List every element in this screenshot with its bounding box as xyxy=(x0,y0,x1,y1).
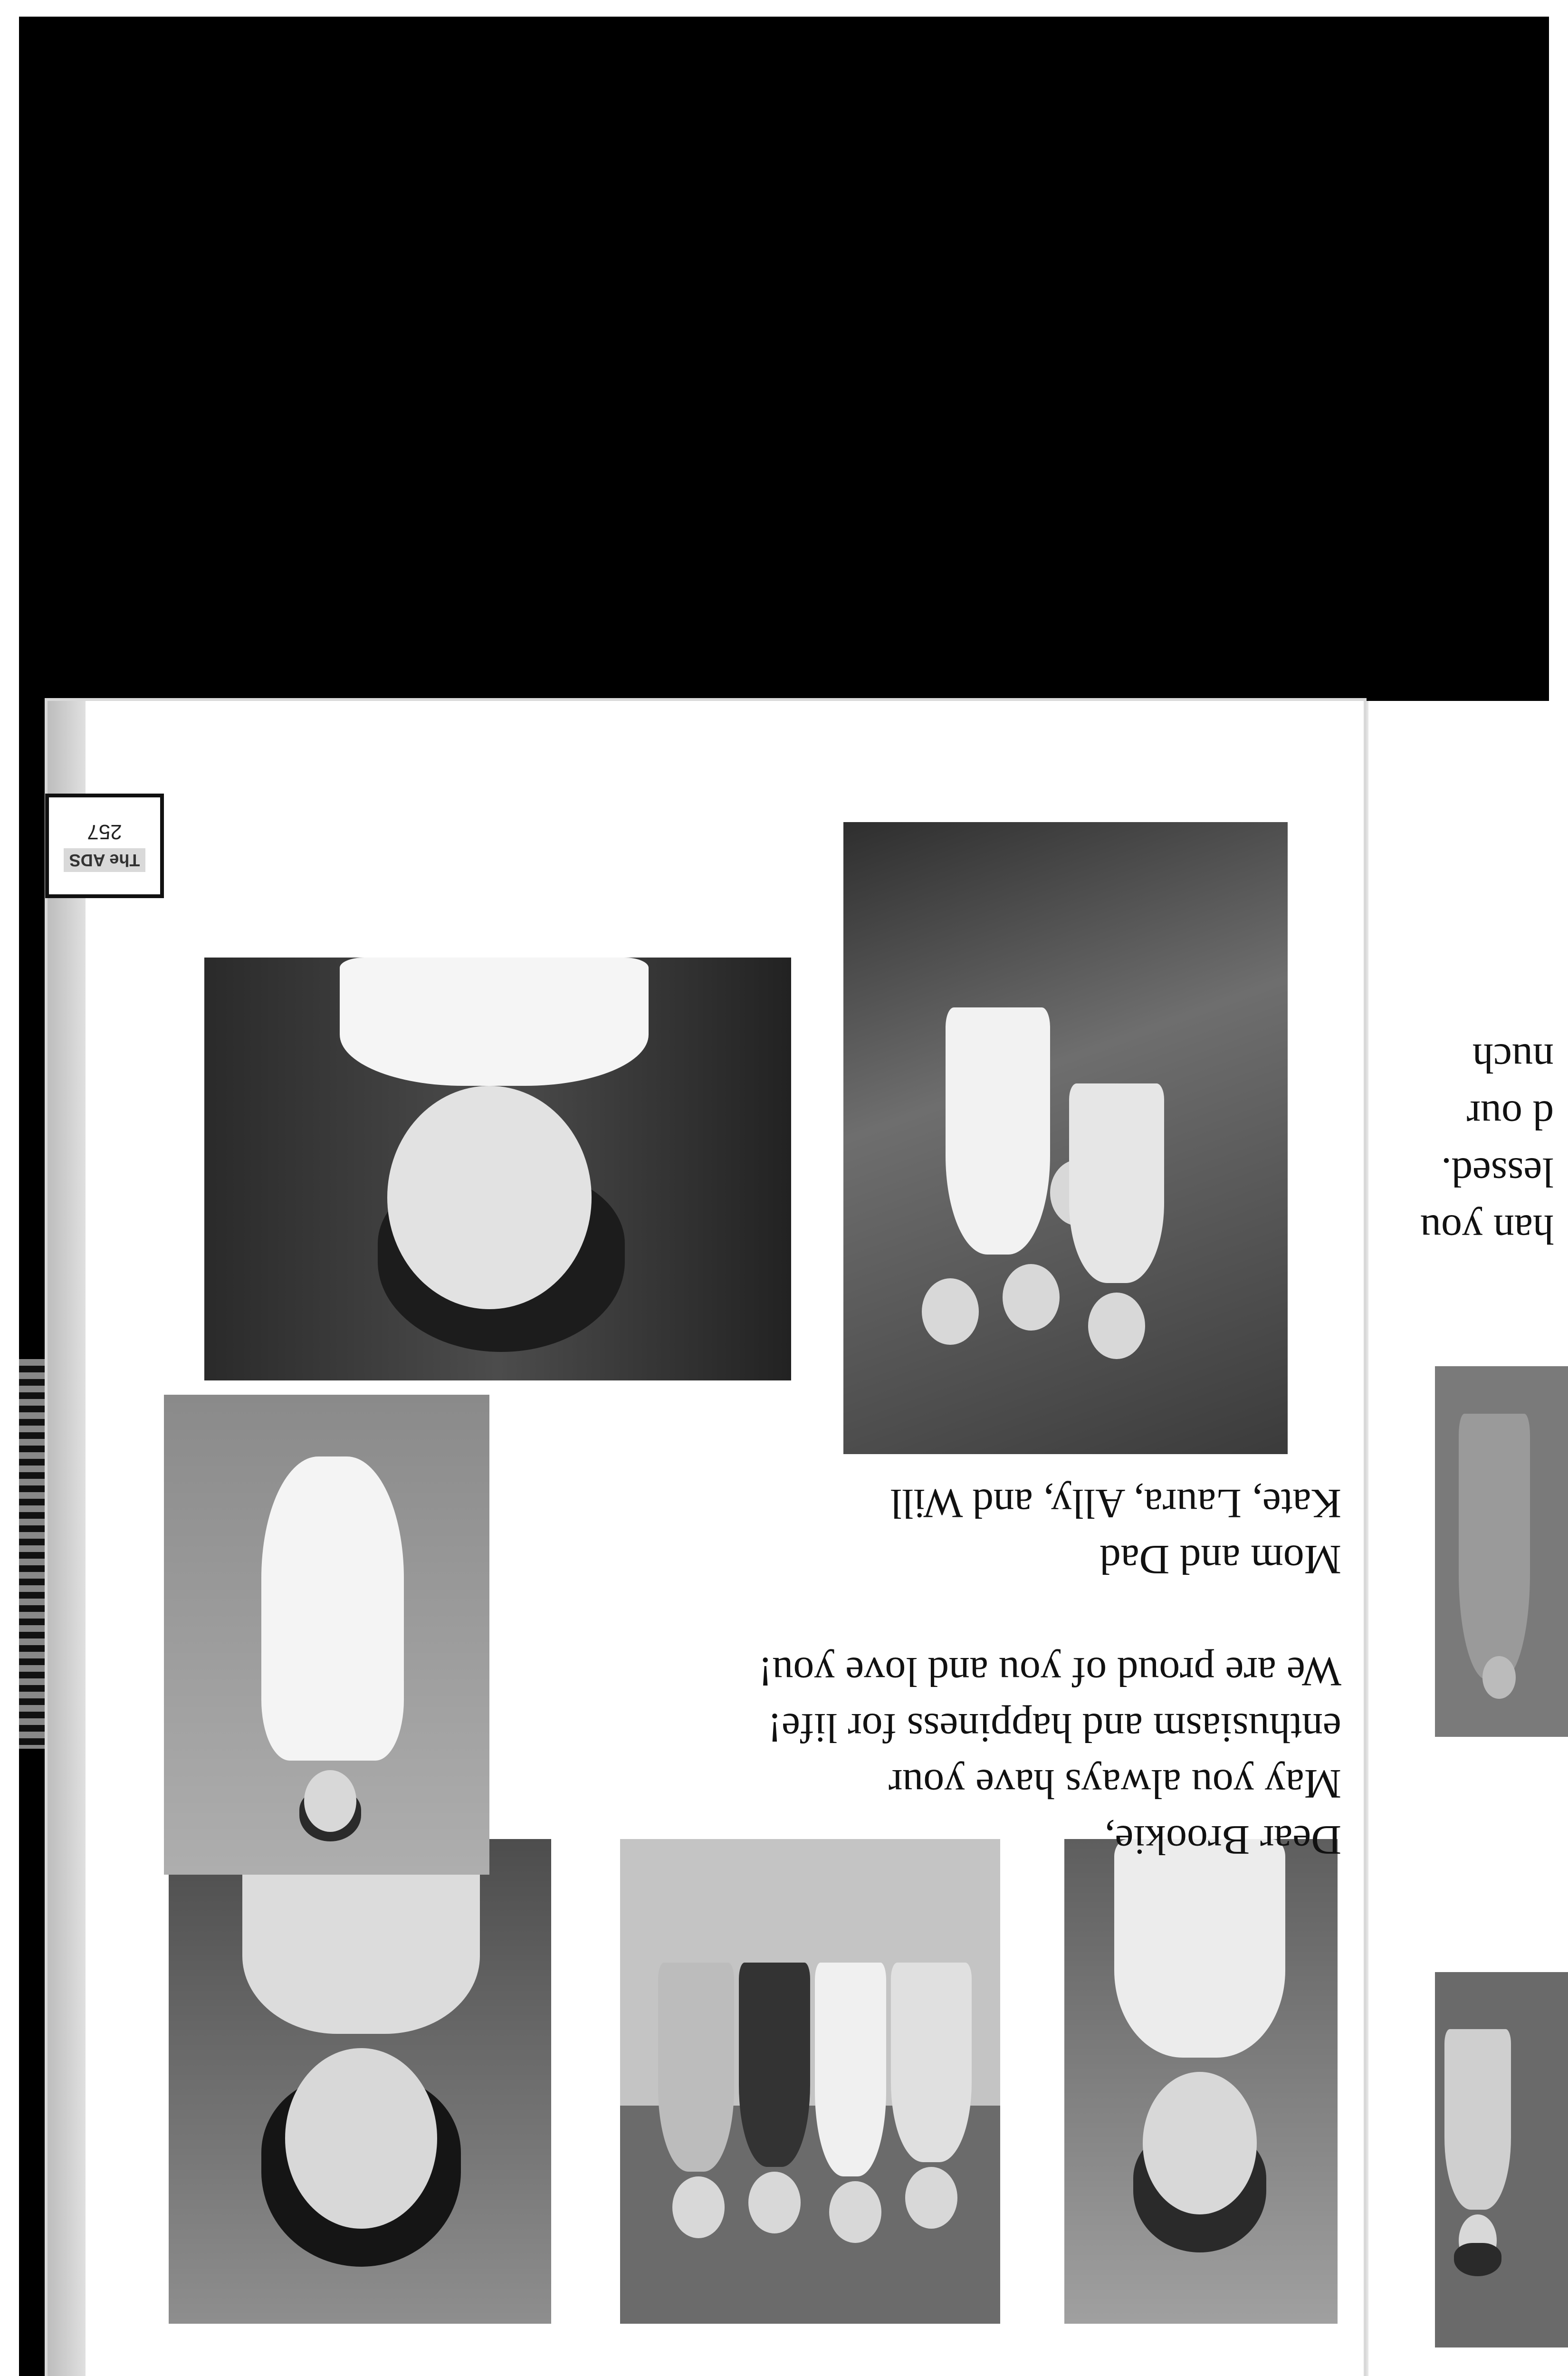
letter-block xyxy=(676,1475,1341,1868)
facing-photo-middle xyxy=(1435,1366,1568,1737)
photo-portrait-girl-smiling xyxy=(1064,1839,1338,2324)
facing-page xyxy=(1367,701,1568,2376)
photo-portrait-girl-dark-hair xyxy=(169,1839,551,2324)
letter-line-1: May you always have your xyxy=(888,1761,1341,1807)
letter-signoff-1: Mom and Dad xyxy=(1100,1536,1341,1582)
facing-text-2: lessed. xyxy=(1441,1149,1554,1195)
page-number-badge xyxy=(45,794,164,898)
yearbook-logo: The ADS xyxy=(64,848,146,872)
facing-text-4: nuch xyxy=(1472,1035,1554,1081)
photo-toddler-closeup xyxy=(204,958,791,1380)
facing-text-1: han you xyxy=(1420,1206,1554,1252)
facing-photo-top xyxy=(1435,1972,1568,2347)
facing-text-3: d our xyxy=(1466,1092,1554,1138)
letter-line-2: enthusiasm and happiness for life! xyxy=(767,1705,1341,1751)
letter-salutation: Dear Brookie, xyxy=(1104,1817,1341,1863)
photo-kids-on-grass xyxy=(843,822,1288,1454)
letter-line-3: We are proud of you and love you! xyxy=(758,1648,1341,1695)
photo-group-kids-bench xyxy=(620,1839,1000,2324)
page-edge xyxy=(48,701,86,2376)
photo-girl-white-dress xyxy=(164,1395,489,1875)
page-number: 257 xyxy=(87,820,122,843)
letter-signoff-2: Kate, Laura, Ally, and Will xyxy=(890,1480,1341,1526)
